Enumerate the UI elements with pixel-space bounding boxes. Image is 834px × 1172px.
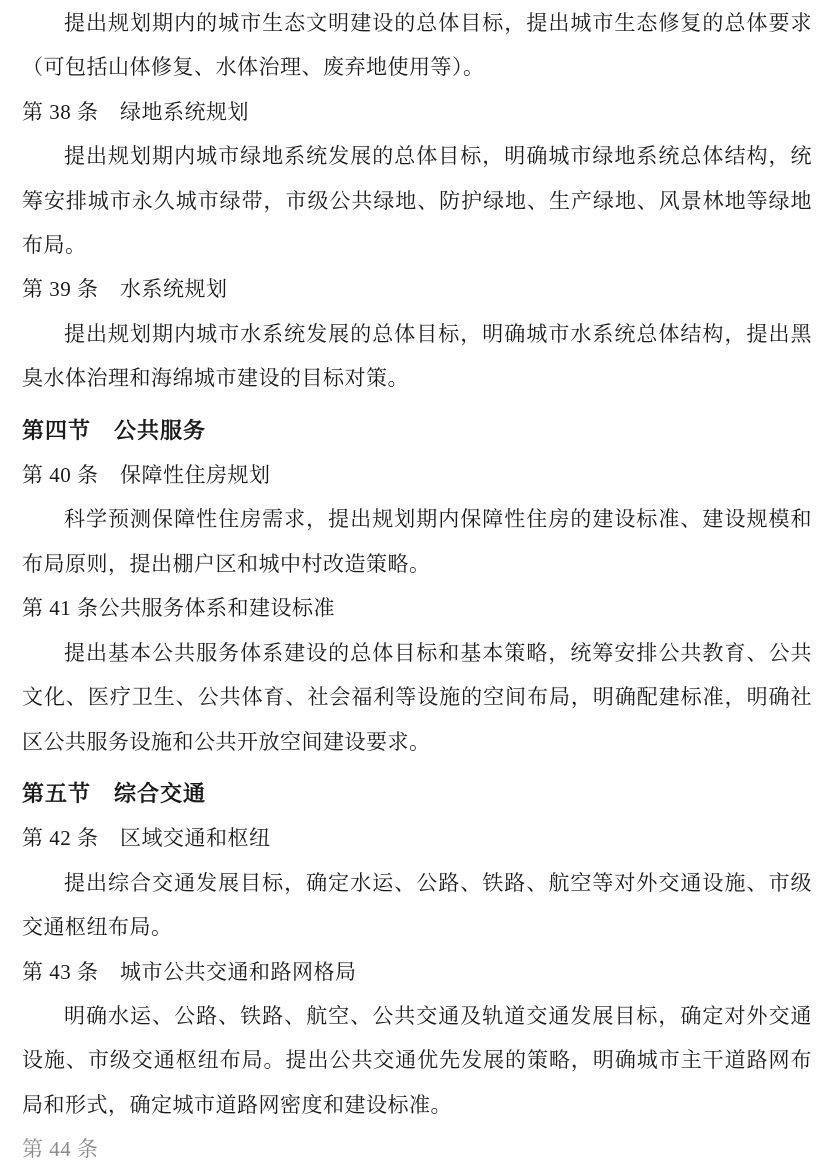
body-paragraph: 科学预测保障性住房需求，提出规划期内保障性住房的建设标准、建设规模和布局原则，提出棚户区和城中村改造策略。	[22, 507, 812, 576]
article-heading: 第 41 条公共服务体系和建设标准	[22, 596, 335, 621]
section-heading: 第五节 综合交通	[22, 780, 207, 806]
body-paragraph: 提出规划期内城市绿地系统发展的总体目标，明确城市绿地系统总体结构，统筹安排城市永久城市绿带，市级公共绿地、防护绿地、生产绿地、风景林地等绿地布局。	[22, 144, 812, 258]
body-paragraph: 明确水运、公路、铁路、航空、公共交通及轨道交通发展目标，确定对外交通设施、市级交通枢纽布局。提出公共交通优先发展的策略，明确城市主干道路网布局和形式，确定城市道路网密度和建设标准。	[22, 1003, 812, 1117]
article-heading: 第 38 条 绿地系统规划	[22, 99, 249, 124]
section-heading: 第四节 公共服务	[22, 417, 207, 443]
body-paragraph: 提出规划期内的城市生态文明建设的总体目标，提出城市生态修复的总体要求（可包括山体修复、水体治理、废弃地使用等）。	[22, 11, 812, 80]
article-heading: 第 40 条 保障性住房规划	[22, 463, 271, 488]
article-heading: 第 43 条 城市公共交通和路网格局	[22, 959, 357, 984]
article-heading: 第 39 条 水系统规划	[22, 277, 228, 302]
article-heading: 第 42 条 区域交通和枢纽	[22, 826, 271, 851]
body-paragraph: 提出基本公共服务体系建设的总体目标和基本策略，统筹安排公共教育、公共文化、医疗卫生、公共体育、社会福利等设施的空间布局，明确配建标准，明确社区公共服务设施和公共开放空间建设要求。	[22, 640, 812, 754]
body-paragraph: 提出规划期内城市水系统发展的总体目标，明确城市水系统总体结构，提出黑臭水体治理和海绵城市建设的目标对策。	[22, 321, 812, 391]
partial-next-line: 第 44 条	[22, 1137, 99, 1162]
body-paragraph: 提出综合交通发展目标，确定水运、公路、铁路、航空等对外交通设施、市级交通枢纽布局。	[22, 870, 812, 940]
